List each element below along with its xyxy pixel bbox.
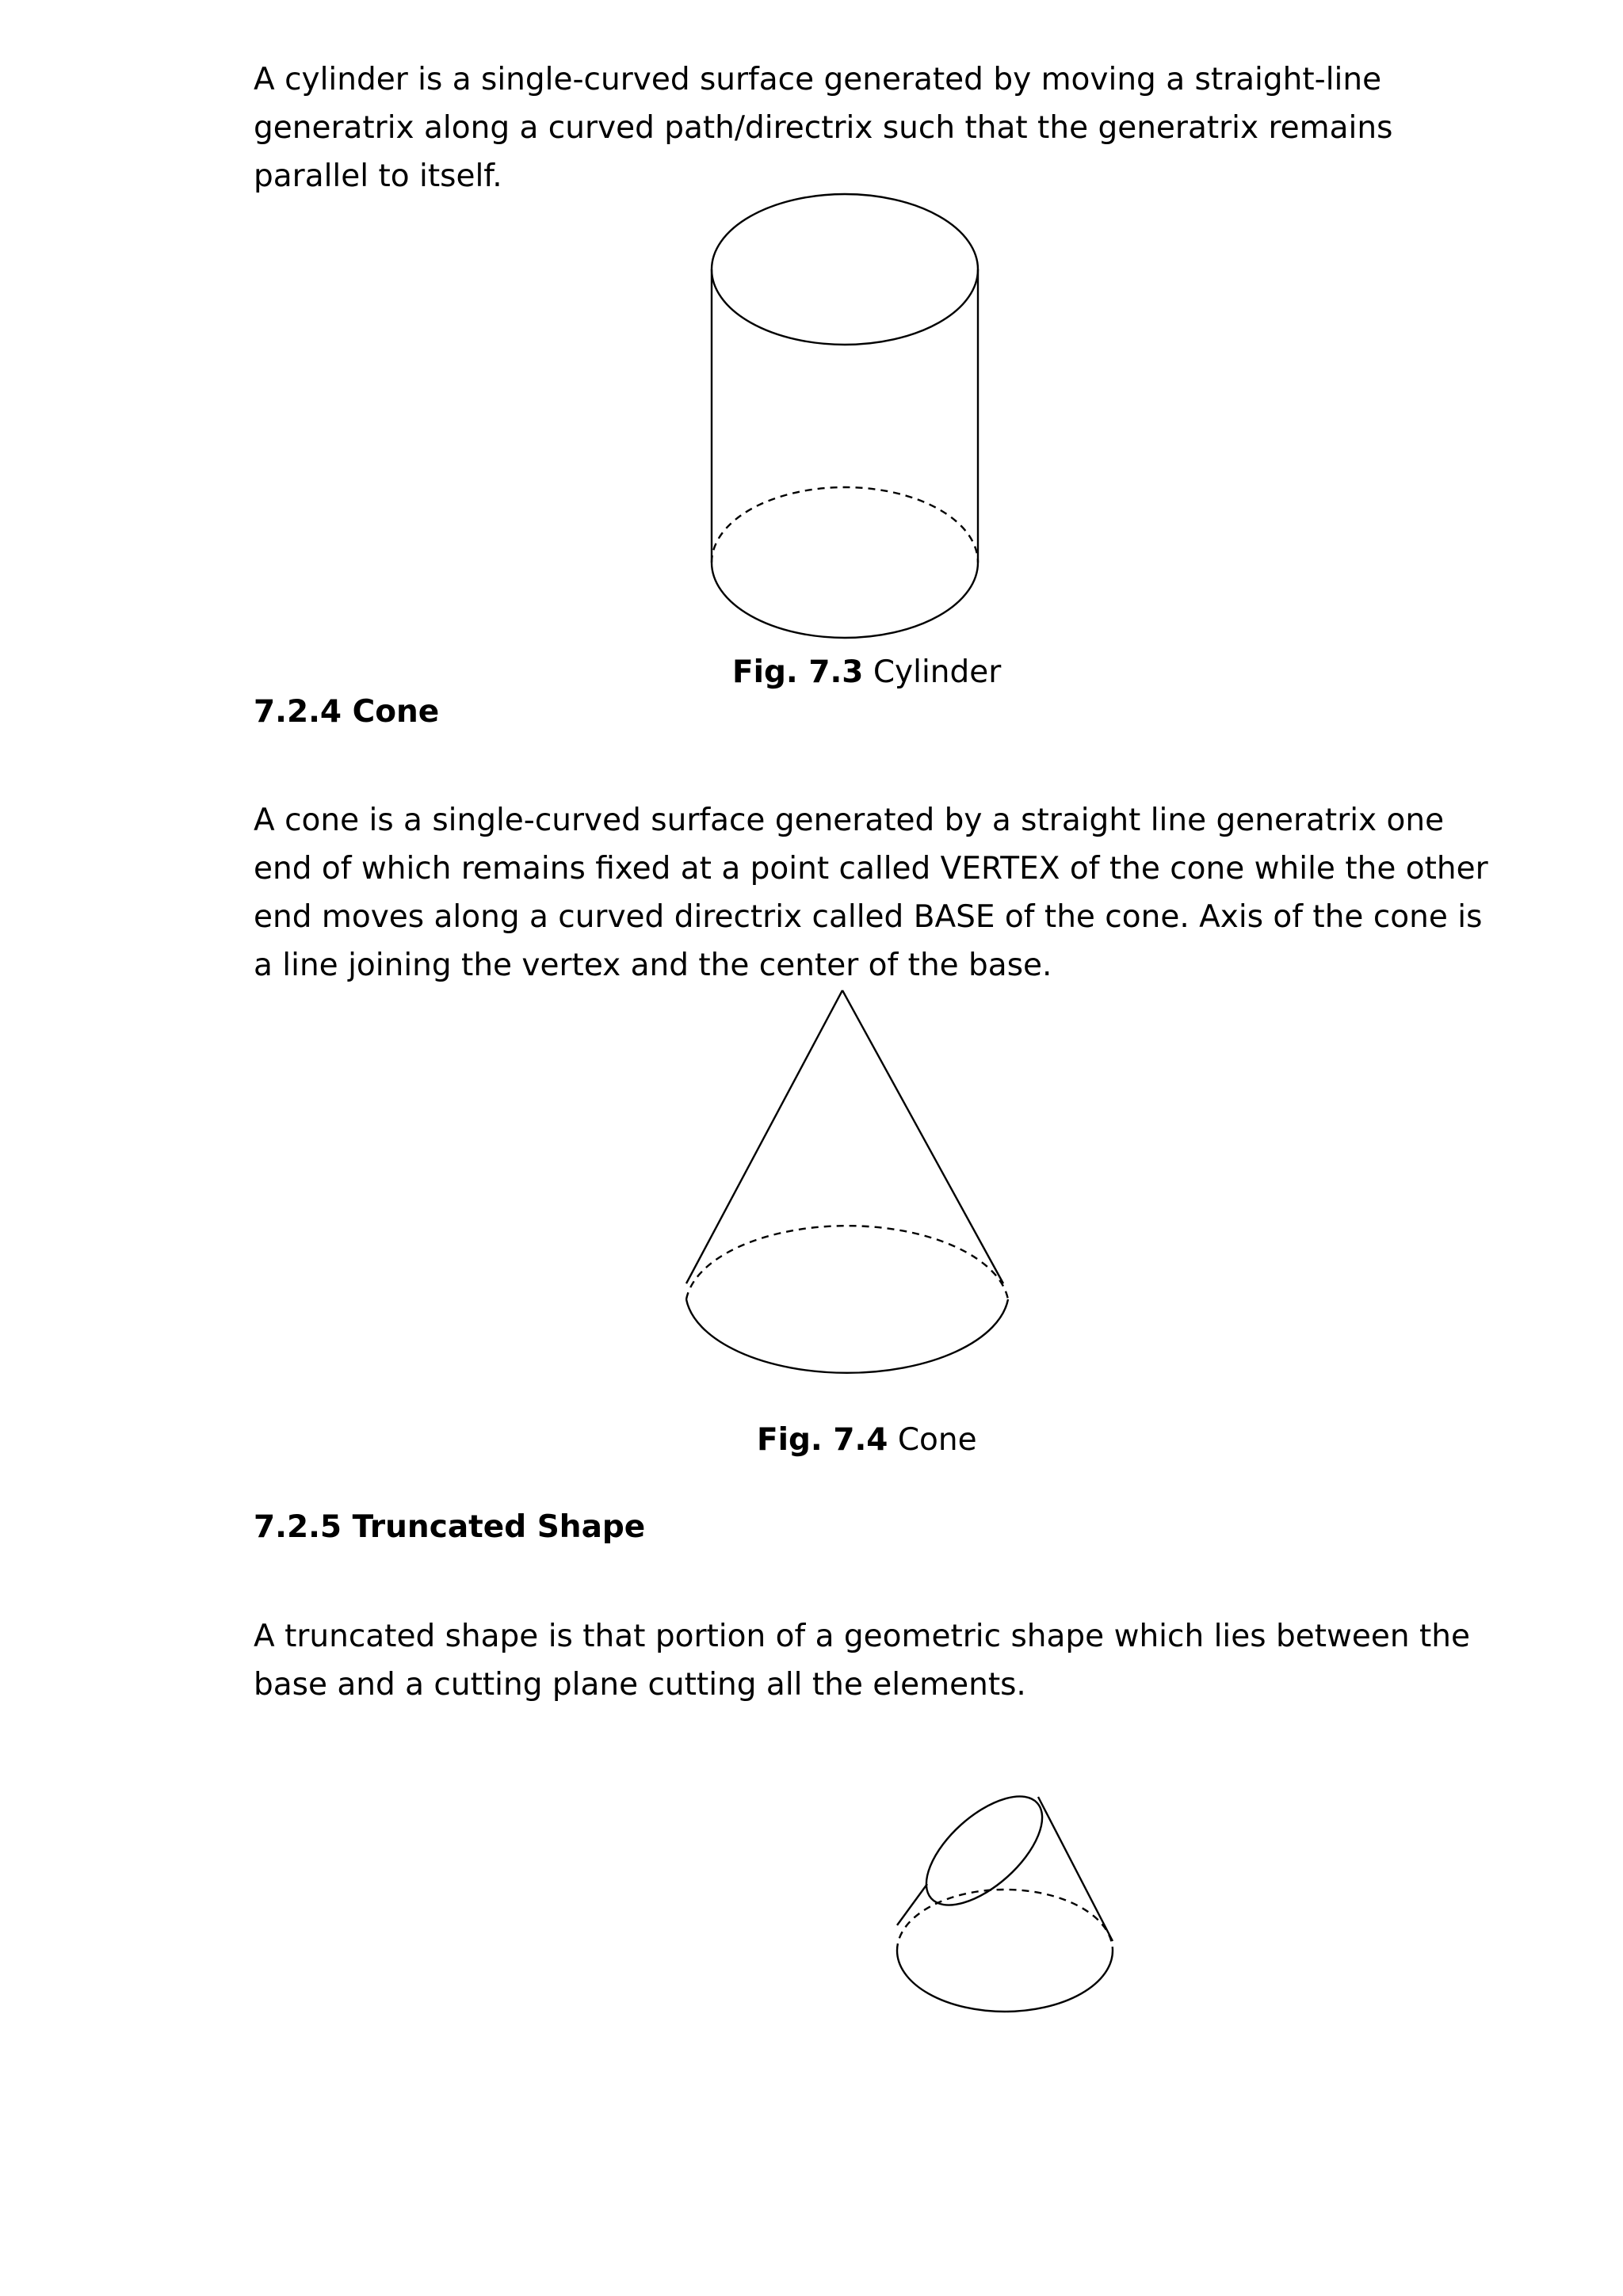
- truncated-paragraph: A truncated shape is that portion of a geometric shape which lies between the base and a cutting plane cutting all the elements.: [254, 1619, 1470, 1703]
- section-heading-truncated: 7.2.5 Truncated Shape: [254, 1509, 646, 1545]
- figure-caption-text: Cone: [897, 1422, 977, 1458]
- truncated-cut-ellipse: [908, 1777, 1061, 1924]
- cone-paragraph: A cone is a single-curved surface generated by a straight line generatrix one end of which remains fixed at a point called VERTEX of the cone while the other end moves along a curved directrix called BASE of the cone. Axis of the cone is a line joining the vertex and the center of the base.: [254, 803, 1488, 983]
- figure-caption-text: Cylinder: [873, 654, 1002, 690]
- truncated-base-visible-arc: [897, 1951, 1113, 2012]
- section-heading-cone: 7.2.4 Cone: [254, 694, 440, 730]
- figure-label: Fig. 7.4: [757, 1422, 888, 1458]
- truncated-base-hidden-arc: [897, 1890, 1113, 1951]
- figure-label: Fig. 7.3: [732, 654, 864, 690]
- intro-paragraph: A cylinder is a single-curved surface generated by moving a straight-line generatrix along a curved path/directrix such that the generatrix remains parallel to itself.: [254, 62, 1393, 194]
- truncated-left-edge: [897, 1884, 927, 1925]
- truncated-right-edge: [1038, 1797, 1113, 1941]
